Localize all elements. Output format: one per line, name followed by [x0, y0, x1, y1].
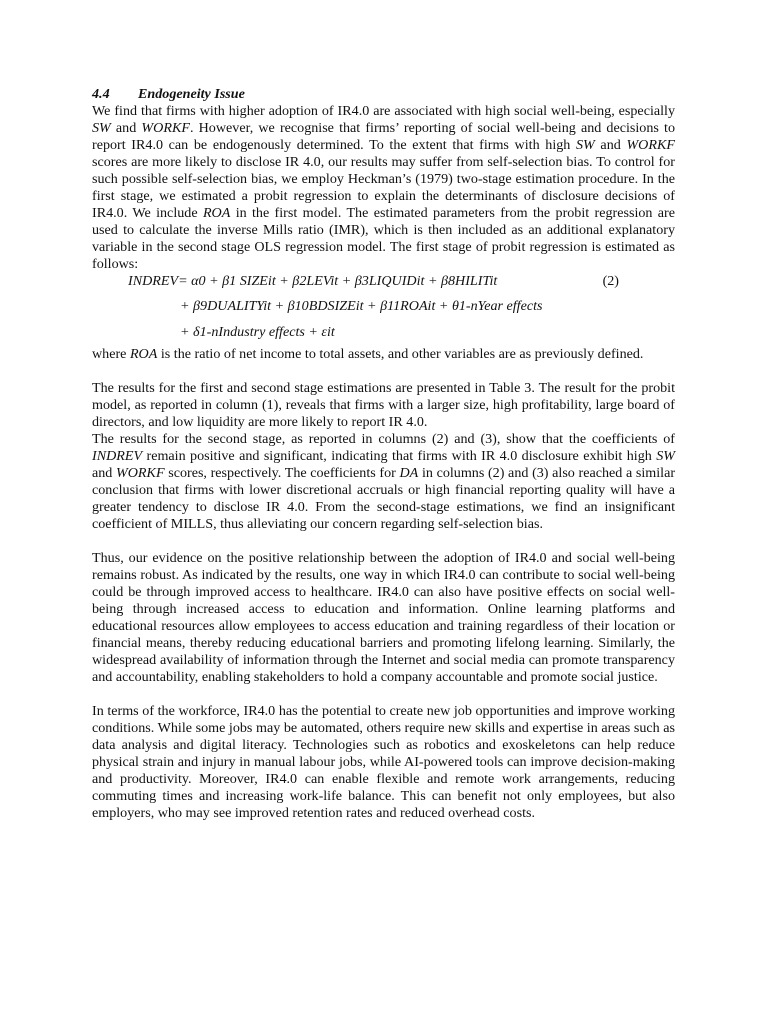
- equation-line-3-text: + δ1-nIndustry effects + εit: [180, 324, 335, 340]
- paragraph-second-stage-results: The results for the second stage, as reported in columns (2) and (3), show that the coefficients of INDREV remain positive and significant, indicating that firms with IR 4.0 disclosure exhibit high SW and WORKF scores, respectively. The coefficients for DA in columns (2) and (3) also reached a similar conclusion that firms with lower discretional accruals or high financial reporting quality will have a greater tendency to disclose IR 4.0. From the second-stage estimations, we find an insignificant coefficient of MILLS, thus alleviating our concern regarding self-selection bias.: [92, 431, 676, 532]
- section-title: Endogeneity Issue: [138, 86, 245, 102]
- paragraph-roa-definition: where ROA is the ratio of net income to total assets, and other variables are as previously defined.: [92, 346, 644, 362]
- equation-line-2-text: + β9DUALITYit + β10BDSIZEit + β11ROAit + θ1-nYear effects: [180, 298, 543, 314]
- paragraph-workforce: In terms of the workforce, IR4.0 has the potential to create new job opportunities and improve working conditions. While some jobs may be automated, others require new skills and expertise in areas such as data analysis and digital literacy. Technologies such as robotics and exoskeletons can help reduce physical strain and injury in manual labour jobs, while AI-powered tools can improve decision-making and productivity. Moreover, IR4.0 can enable flexible and remote work arrangements, reducing commuting times and increasing work-life balance. This can benefit not only employees, but also employers, who may see improved retention rates and reduced overhead costs.: [92, 703, 675, 821]
- document-page: [92, 86, 675, 822]
- paragraph-social-wellbeing: Thus, our evidence on the positive relationship between the adoption of IR4.0 and social well-being remains robust. As indicated by the results, one way in which IR4.0 can contribute to social well-being could be through improved access to healthcare. IR4.0 can also have positive effects on social well-being through increased access to education and information. Online learning platforms and educational resources allow employees to access education and training regardless of their location or financial means, thereby reducing educational barriers and promoting lifelong learning. Similarly, the widespread availability of information through the Internet and social media can promote transparency and accountability, enabling stakeholders to hold a company accountable and promote social justice.: [92, 550, 675, 685]
- paragraph-endogeneity-intro: We find that firms with higher adoption of IR4.0 are associated with high social well-being, especially SW and WORKF. However, we recognise that firms’ reporting of social well-being and decisions to report IR4.0 can be endogenously determined. To the extent that firms with high SW and WORKF scores are more likely to disclose IR 4.0, our results may suffer from self-selection bias. To control for such possible self-selection bias, we employ Heckman’s (1979) two-stage estimation procedure. In the first stage, we estimated a probit regression to explain the determinants of disclosure decisions of IR4.0. We include ROA in the first model. The estimated parameters from the probit regression are used to calculate the inverse Mills ratio (IMR), which is then included as an additional explanatory variable in the second stage OLS regression model. The first stage of probit regression is estimated as follows:: [92, 103, 675, 272]
- paragraph-first-stage-results: The results for the first and second stage estimations are presented in Table 3. The result for the probit model, as reported in column (1), reveals that firms with a larger size, high profitability, large board of directors, and low liquidity are more likely to report IR 4.0.: [92, 380, 675, 430]
- section-heading: [92, 86, 675, 103]
- equation-line-1-text: INDREV= α0 + β1 SIZEit + β2LEVit + β3LIQUIDit + β8HILITit: [128, 273, 498, 289]
- equation-line-1: [92, 273, 675, 290]
- section-number: 4.4: [92, 86, 110, 102]
- equation-line-3: [92, 322, 675, 342]
- equation-line-2: [92, 296, 675, 316]
- equation-number: (2): [602, 273, 619, 289]
